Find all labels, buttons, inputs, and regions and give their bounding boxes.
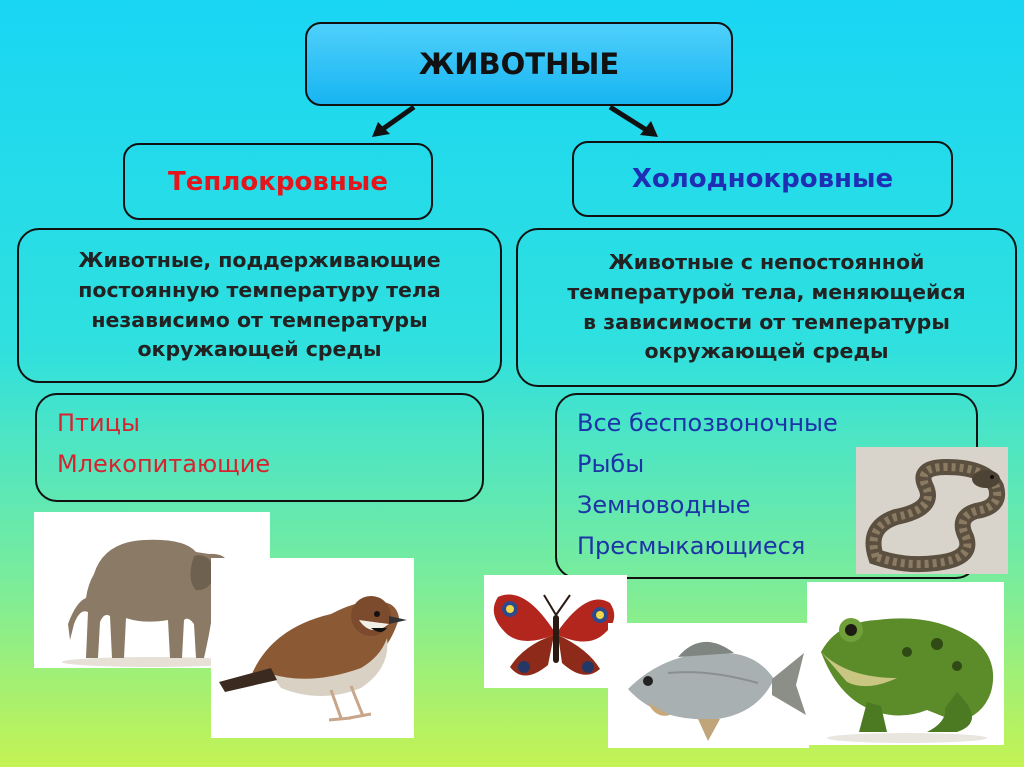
diagram-title: ЖИВОТНЫЕ xyxy=(418,47,620,81)
list-item: Земноводные xyxy=(577,491,751,519)
cold-blooded-description: Животные с непостоянной температурой тела, меняющейся в зависимости от температуры окружающей среды xyxy=(516,228,1017,387)
warm-blooded-description: Животные, поддерживающие постоянную температуру тела независимо от температуры окружающей среды xyxy=(17,228,502,383)
butterfly-image xyxy=(484,575,627,688)
list-item: Пресмыкающиеся xyxy=(577,532,806,560)
list-item: Птицы xyxy=(57,409,140,437)
cold-blooded-label: Холоднокровные xyxy=(631,164,894,194)
title-box xyxy=(305,22,733,106)
fish-image xyxy=(608,623,809,748)
warm-blooded-box xyxy=(123,143,433,220)
list-item: Млекопитающие xyxy=(57,450,271,478)
list-item: Рыбы xyxy=(577,450,645,478)
sparrow-image xyxy=(211,558,414,738)
warm-blooded-examples xyxy=(35,393,484,502)
arrow-left-icon xyxy=(368,104,418,140)
list-item: Все беспозвоночные xyxy=(577,409,838,437)
cold-blooded-box xyxy=(572,141,953,217)
warm-blooded-label: Теплокровные xyxy=(168,166,388,197)
arrow-right-icon xyxy=(606,104,662,140)
snake-image xyxy=(856,447,1008,574)
frog-image xyxy=(807,582,1004,745)
